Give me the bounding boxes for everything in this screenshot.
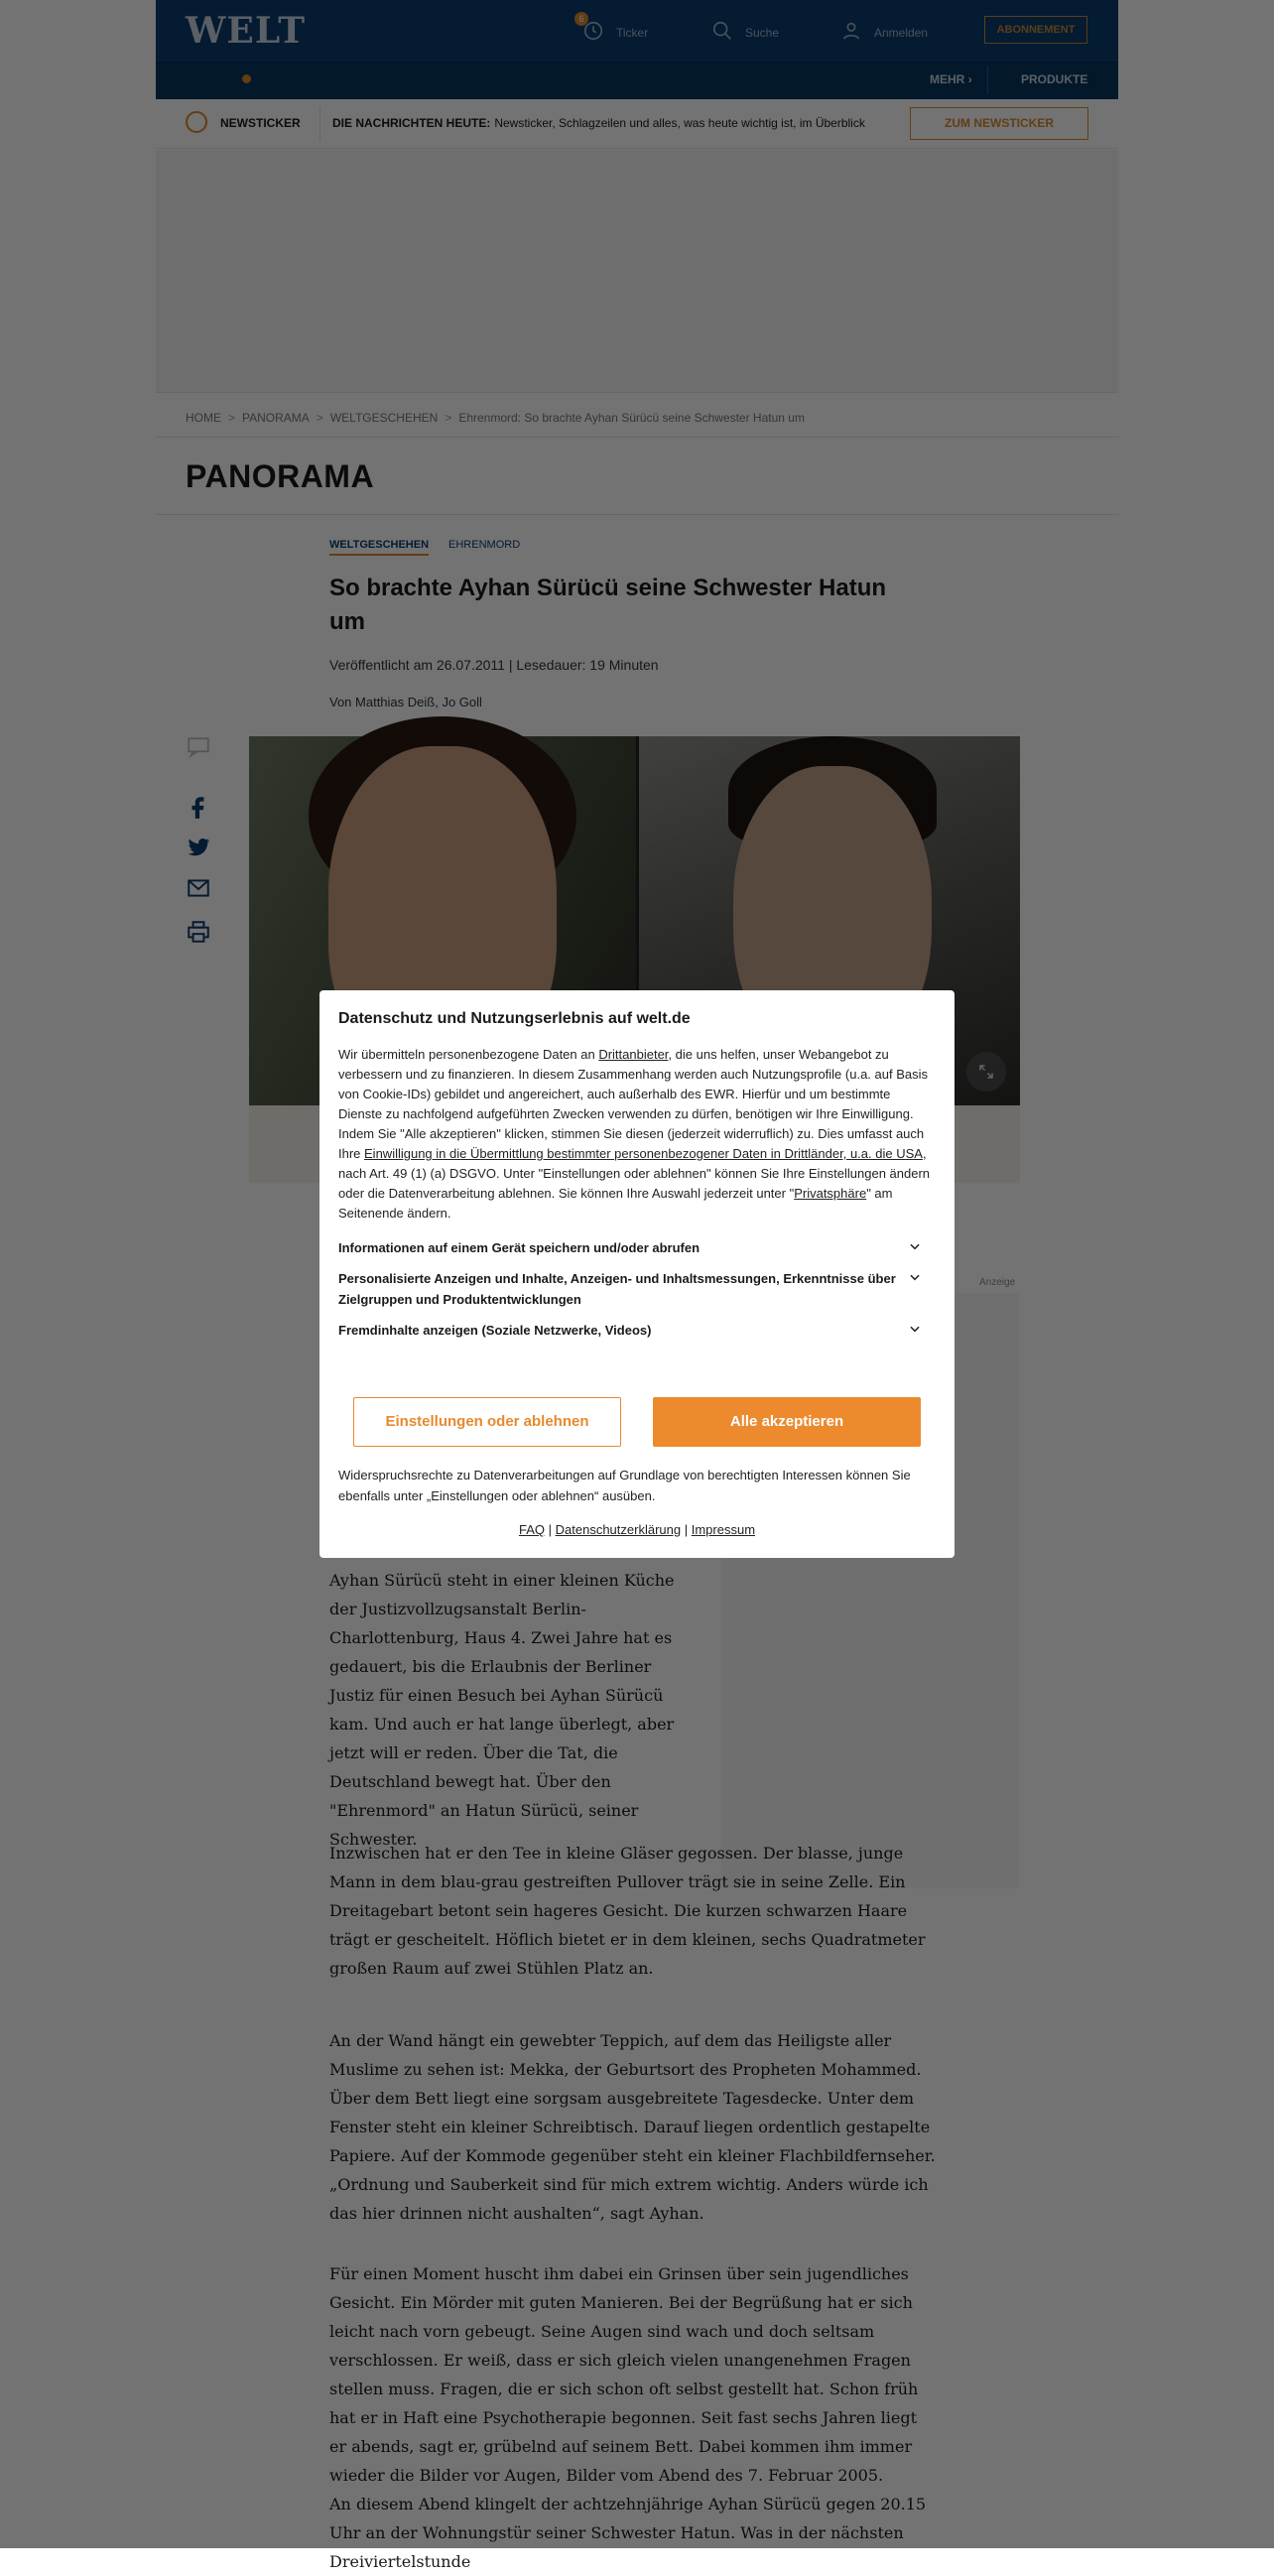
accept-all-button[interactable]: Alle akzeptieren [653,1397,921,1447]
third-party-link[interactable]: Drittanbieter [598,1047,669,1062]
consent-buttons [353,1397,921,1447]
chevron-down-icon [908,1239,922,1253]
privacy-policy-link[interactable]: Datenschutzerklärung [555,1522,682,1537]
faq-link[interactable]: FAQ [518,1522,545,1537]
consent-dialog [319,990,955,1558]
consent-intro: Wir übermitteln personenbezogene Daten an Drittanbieter, die uns helfen, unser Webangebot zu verbessern und zu finanzieren. In diesem Zusammenhang werden auch Nutzungsprofile (u.a. auf Basis von Cookie-IDs) gebildet und angereichert, auch außerhalb des EWR. Hierfür und um bestimmte Dienste zu nachfolgend aufgeführten Zwecken verwenden zu dürfen, benötigen wir Ihre Einwilligung. Indem Sie "Alle akzeptieren" klicken, stimmen Sie diesen (jederzeit widerruflich) zu. Dies umfasst auch Ihre Einwilligung in die Übermittlung bestimmter personenbezogener Daten in Drittländer, u.a. die USA, nach Art. 49 (1) (a) DSGVO. Unter "Einstellungen oder ablehnen" können Sie Ihre Einstellungen ändern oder die Datenverarbeitung ablehnen. Sie können Ihre Auswahl jederzeit unter "Privatsphäre" am Seitenende ändern. [338,1047,931,1221]
imprint-link[interactable]: Impressum [691,1522,756,1537]
consent-accordion [338,1237,936,1341]
consent-footnote: Widerspruchsrechte zu Datenverarbeitungen auf Grundlage von berechtigten Interessen können Sie ebenfalls unter „Einstellungen oder ablehnen“ ausüben. [338,1468,911,1503]
accordion-personalized-ads[interactable]: Personalisierte Anzeigen und Inhalte, Anzeigen- und Inhaltsmessungen, Erkenntnisse über Zielgruppen und Produktentwicklungen [338,1268,936,1310]
chevron-down-icon [908,1270,922,1284]
chevron-down-icon [908,1322,922,1336]
third-country-consent-link[interactable]: Einwilligung in die Übermittlung bestimmter personenbezogener Daten in Drittländer, u.a. die USA [364,1146,923,1161]
accordion-device-storage[interactable]: Informationen auf einem Gerät speichern und/oder abrufen [338,1237,936,1258]
consent-title: Datenschutz und Nutzungserlebnis auf welt.de [338,1010,691,1027]
privacy-link[interactable]: Privatsphäre [794,1186,867,1201]
accordion-external-content[interactable]: Fremdinhalte anzeigen (Soziale Netzwerke, Videos) [338,1320,936,1341]
consent-links: FAQ | Datenschutzerklärung | Impressum [518,1522,756,1537]
article-paragraph: Dreiviertelstunde [329,2552,471,2571]
settings-or-reject-button[interactable]: Einstellungen oder ablehnen [353,1397,621,1447]
